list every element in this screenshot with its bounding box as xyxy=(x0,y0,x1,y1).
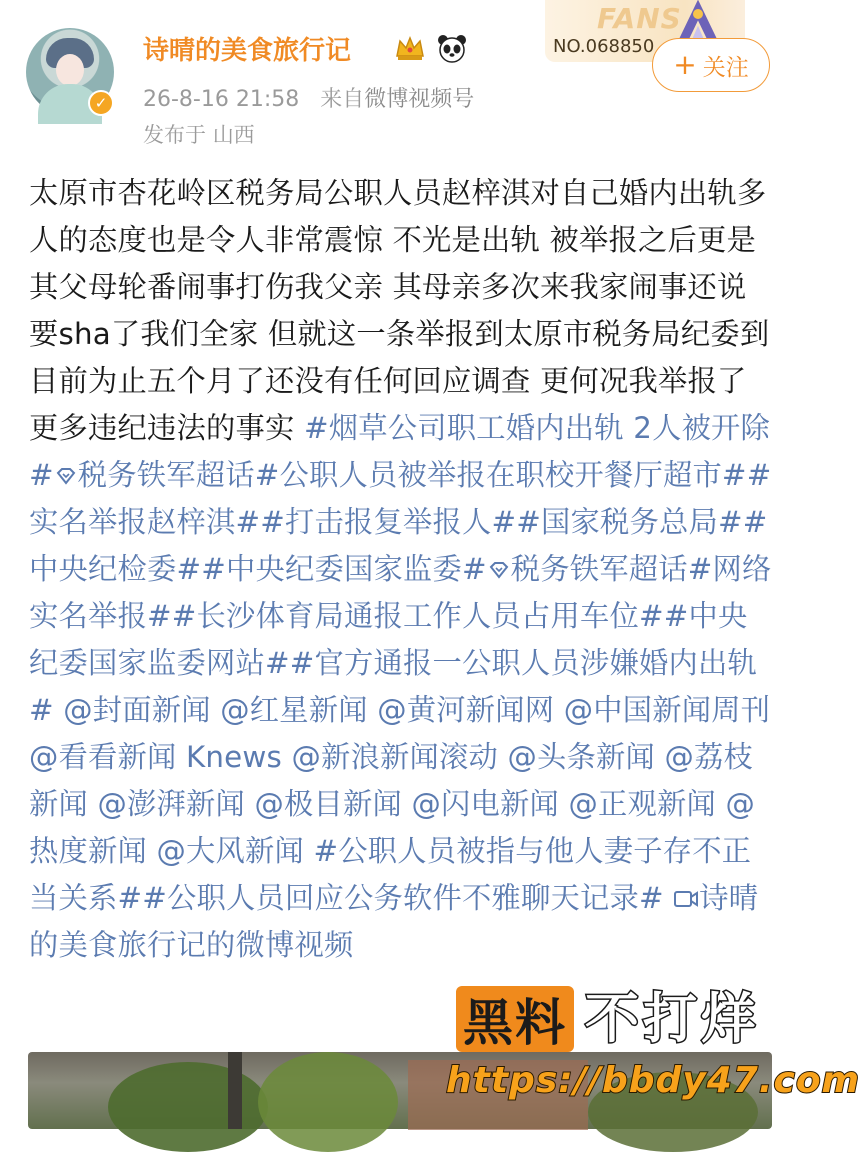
watermark-badge: 黑料 xyxy=(456,986,574,1052)
video-link-label: 诗晴的美食旅行记的微博视频 xyxy=(29,881,759,962)
source-prefix: 来自 xyxy=(320,87,365,112)
follow-plus-icon: + xyxy=(673,48,697,81)
mention-link[interactable]: @热度新闻 xyxy=(29,787,756,868)
crown-icon xyxy=(395,34,425,62)
post-body xyxy=(29,170,775,969)
image-pole xyxy=(228,1052,242,1129)
mention-link[interactable]: @封面新闻 xyxy=(63,693,211,727)
topic-link[interactable]: #公职人员被举报在职校开餐厅超市# xyxy=(254,458,747,492)
mention-link[interactable]: @极目新闻 xyxy=(254,787,402,821)
mention-link[interactable]: @大风新闻 xyxy=(156,834,304,868)
mention-link[interactable]: @荔枝新闻 xyxy=(29,740,754,821)
mention-link[interactable]: @新浪新闻滚动 xyxy=(291,740,499,774)
topic-link[interactable]: #网络实名举报# xyxy=(29,552,772,633)
super-topic-link[interactable]: 税务铁军超话 xyxy=(510,552,688,586)
image-tree xyxy=(108,1062,268,1152)
location-prefix: 发布于 xyxy=(143,123,206,147)
mention-link[interactable]: @红星新闻 xyxy=(220,693,368,727)
post-source[interactable]: 微博视频号 xyxy=(364,87,475,112)
mention-link[interactable]: @闪电新闻 xyxy=(411,787,559,821)
topic-link[interactable]: #公职人员回应公务软件不雅聊天记录# xyxy=(142,881,664,915)
topic-link[interactable]: #长沙体育局通报工作人员占用车位# xyxy=(171,599,664,633)
fans-number: NO.068850 xyxy=(553,36,655,57)
post-paragraph: 太原市杏花岭区税务局公职人员赵梓淇对自己婚内出轨多人的态度也是令人非常震惊 不光是出轨 被举报之后更是其父母轮番闹事打伤我父亲 其母亲多次来我家闹事还说要sha了我们全家 但就这一条举报到太原市税务局纪委到目前为止五个月了还没有任何回应调查 更何况我举报了更多违纪违法的事实 xyxy=(29,176,770,445)
panda-icon xyxy=(436,32,468,64)
topic-link[interactable]: #中央纪委国家监委网站# xyxy=(29,599,748,680)
mention-link[interactable]: @正观新闻 xyxy=(568,787,716,821)
post-location xyxy=(143,119,255,149)
post-timestamp: 26-8-16 21:58 xyxy=(143,87,300,112)
topic-link[interactable]: #实名举报赵梓淇# xyxy=(29,458,772,539)
mention-link[interactable]: @头条新闻 xyxy=(507,740,656,774)
post-meta xyxy=(143,82,474,113)
topic-link[interactable]: #烟草公司职工婚内出轨 2人被开除# xyxy=(29,411,771,492)
mention-link[interactable]: @澎湃新闻 xyxy=(97,787,245,821)
topic-link[interactable]: #打击报复举报人# xyxy=(260,505,517,539)
topic-link[interactable]: #中央纪委国家监委# xyxy=(201,552,487,586)
watermark-text: 不打烊 xyxy=(585,987,759,1050)
avatar-face xyxy=(56,54,84,86)
topic-link[interactable]: #国家税务总局# xyxy=(516,505,743,539)
image-tree xyxy=(258,1052,398,1152)
fans-label: FANS xyxy=(597,2,682,35)
mention-link[interactable]: @看看新闻 Knews xyxy=(29,740,283,774)
follow-label: 关注 xyxy=(702,54,749,81)
video-icon xyxy=(673,888,699,910)
location-value: 山西 xyxy=(212,123,255,147)
mention-link[interactable]: @黄河新闻网 xyxy=(377,693,555,727)
super-topic-link[interactable]: 税务铁军超话 xyxy=(77,458,255,492)
follow-button[interactable] xyxy=(652,38,770,92)
username[interactable]: 诗晴的美食旅行记 xyxy=(143,36,352,66)
topic-link[interactable]: #中央纪检委# xyxy=(29,505,768,586)
topic-link[interactable]: #公职人员被指与他人妻子存不正当关系# xyxy=(29,834,752,915)
super-topic-icon xyxy=(54,466,78,486)
super-topic-icon xyxy=(487,560,511,580)
watermark-url: https://bbdy47.com xyxy=(446,1060,860,1101)
mention-link[interactable]: @中国新闻周刊 xyxy=(563,693,771,727)
verified-icon: ✓ xyxy=(88,90,114,116)
topic-link[interactable]: #官方通报一公职人员涉嫌婚内出轨# xyxy=(29,646,757,727)
